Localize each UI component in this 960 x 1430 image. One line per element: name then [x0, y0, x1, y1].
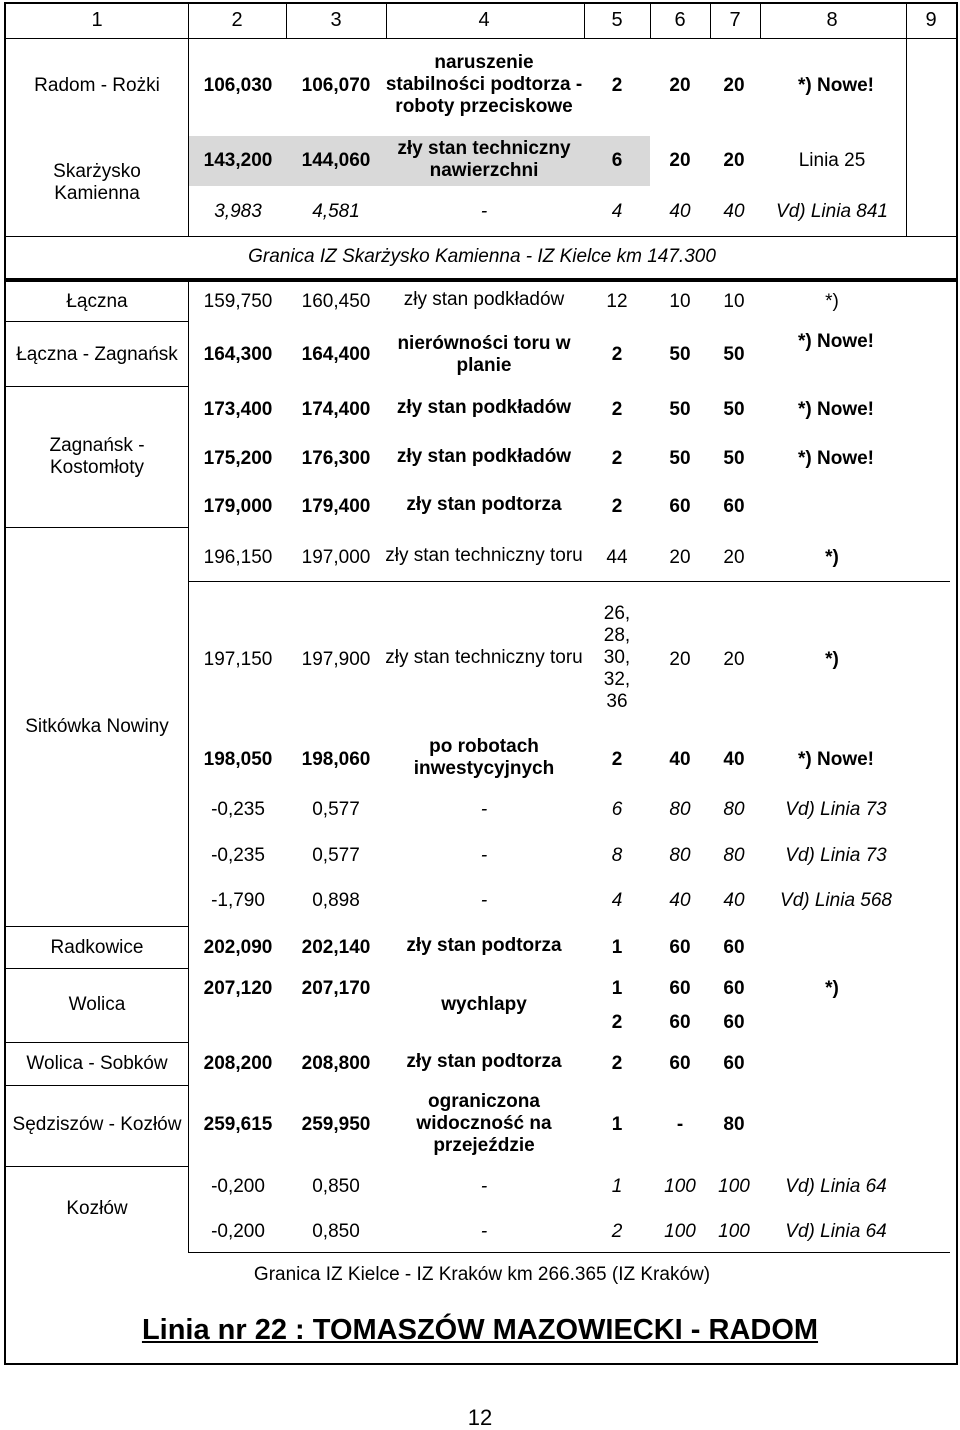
column-number-9: 9: [925, 9, 937, 31]
column-number-2: 2: [231, 9, 243, 31]
permitted-speed: 50: [723, 399, 745, 420]
permitted-speed: 20: [723, 150, 745, 171]
remarks: *) Nowe!: [798, 749, 874, 770]
restriction-reason: -: [480, 1221, 488, 1242]
track-number: 2: [611, 448, 623, 469]
km-to: 164,400: [301, 344, 371, 365]
column-divider: [906, 38, 907, 236]
station-name: Radom - Rożki: [34, 75, 160, 96]
station-name: Łączna - Zagnańsk: [16, 344, 178, 365]
speed-limit: 80: [669, 799, 691, 820]
km-to: 202,140: [301, 937, 371, 958]
row-divider: [6, 38, 958, 39]
permitted-speed: 60: [723, 937, 745, 958]
column-number-1: 1: [91, 9, 103, 31]
permitted-speed: 40: [723, 749, 745, 770]
km-to: 106,070: [301, 75, 371, 96]
speed-limit: 60: [669, 1012, 691, 1033]
permitted-speed: 50: [723, 448, 745, 469]
page-number: 12: [467, 1405, 493, 1430]
row-divider: [6, 1166, 188, 1167]
column-divider: [710, 2, 711, 38]
track-number: 6: [611, 150, 623, 171]
restriction-reason: zły stan techniczny toru: [385, 545, 583, 566]
column-number-6: 6: [674, 9, 686, 31]
track-number: 1: [611, 1114, 623, 1135]
remarks: Vd) Linia 73: [785, 799, 887, 820]
km-to: 179,400: [301, 496, 371, 517]
km-to: 208,800: [301, 1053, 371, 1074]
speed-limit: 60: [669, 978, 691, 999]
speed-limit: 40: [669, 201, 691, 222]
remarks: Vd) Linia 64: [785, 1221, 887, 1242]
track-number: 2: [611, 1221, 623, 1242]
permitted-speed: 60: [723, 1012, 745, 1033]
restriction-reason: nierówności toru w planie: [397, 333, 571, 376]
restriction-reason: wychlapy: [441, 994, 527, 1015]
column-number-8: 8: [826, 9, 838, 31]
km-to: 4,581: [312, 201, 360, 222]
column-divider: [650, 2, 651, 38]
km-from: -0,200: [211, 1176, 265, 1197]
restriction-reason: zły stan techniczny toru: [385, 647, 583, 668]
column-number-7: 7: [729, 9, 741, 31]
speed-limit: 40: [669, 749, 691, 770]
row-divider: [6, 1085, 188, 1086]
track-number: 1: [611, 1176, 623, 1197]
row-divider: [188, 1252, 950, 1253]
station-name: Sitkówka Nowiny: [25, 716, 169, 737]
km-from: -0,235: [211, 799, 265, 820]
track-number: 12: [606, 291, 628, 312]
row-divider: [6, 236, 958, 237]
speed-limit: 60: [669, 496, 691, 517]
permitted-speed: 80: [723, 1114, 745, 1135]
track-number: 2: [611, 344, 623, 365]
column-number-4: 4: [478, 9, 490, 31]
km-to: 0,898: [312, 890, 360, 911]
km-to: 207,170: [301, 978, 371, 999]
restriction-reason: po robotach inwestycyjnych: [413, 736, 555, 779]
column-divider: [188, 321, 189, 1252]
column-divider: [188, 38, 189, 236]
speed-limit: 50: [669, 399, 691, 420]
km-from: 175,200: [203, 448, 273, 469]
km-from: 164,300: [203, 344, 273, 365]
speed-limit: 100: [664, 1176, 696, 1197]
track-number: 2: [611, 496, 623, 517]
restriction-reason: zły stan techniczny nawierzchni: [397, 138, 571, 181]
speed-limit: 50: [669, 344, 691, 365]
column-divider: [386, 2, 387, 38]
track-number: 2: [611, 399, 623, 420]
remarks: Vd) Linia 64: [785, 1176, 887, 1197]
restriction-reason: -: [480, 799, 488, 820]
permitted-speed: 50: [723, 344, 745, 365]
track-number: 4: [611, 201, 623, 222]
remarks: *): [825, 547, 839, 568]
restriction-reason: -: [480, 1176, 488, 1197]
remarks: *) Nowe!: [798, 75, 874, 96]
restriction-reason: zły stan podkładów: [396, 397, 572, 418]
track-number: 2: [611, 1012, 623, 1033]
restriction-reason: zły stan podkładów: [403, 289, 565, 310]
speed-limit: 80: [669, 845, 691, 866]
km-from: -1,790: [211, 890, 265, 911]
restriction-reason: -: [480, 201, 488, 222]
remarks: *) Nowe!: [798, 399, 874, 420]
row-divider: [6, 321, 188, 322]
permitted-speed: 60: [723, 978, 745, 999]
speed-limit: 10: [669, 291, 691, 312]
restriction-reason: naruszenie stabilności podtorza - roboty przeciskowe: [385, 52, 583, 117]
track-number: 26, 28, 30, 32, 36: [603, 603, 631, 712]
station-name: Wolica: [68, 994, 126, 1015]
km-to: 198,060: [301, 749, 371, 770]
permitted-speed: 40: [723, 201, 745, 222]
remarks: Vd) Linia 568: [780, 890, 892, 911]
remarks: *): [825, 978, 839, 999]
km-to: 0,577: [312, 799, 360, 820]
track-number: 44: [606, 547, 628, 568]
remarks: Vd) Linia 73: [785, 845, 887, 866]
restriction-reason: -: [480, 890, 488, 911]
permitted-speed: 100: [718, 1221, 750, 1242]
column-divider: [188, 282, 189, 321]
remarks: *): [825, 291, 839, 312]
km-to: 0,850: [312, 1221, 360, 1242]
km-from: 179,000: [203, 496, 273, 517]
speed-limit: 60: [669, 1053, 691, 1074]
row-divider: [6, 527, 188, 528]
km-from: -0,200: [211, 1221, 265, 1242]
station-name: Łączna: [66, 291, 128, 312]
km-from: 202,090: [203, 937, 273, 958]
km-to: 0,850: [312, 1176, 360, 1197]
remarks: *): [825, 649, 839, 670]
restriction-reason: ograniczona widoczność na przejeździe: [416, 1091, 552, 1156]
track-number: 2: [611, 75, 623, 96]
track-number: 8: [611, 845, 623, 866]
area-border-note: Granica IZ Kielce - IZ Kraków km 266.365 (IZ Kraków): [253, 1264, 711, 1285]
km-to: 160,450: [301, 291, 371, 312]
speed-limit: 100: [664, 1221, 696, 1242]
station-name: Zagnańsk - Kostomłoty: [49, 435, 145, 478]
km-from: 3,983: [214, 201, 262, 222]
km-from: 259,615: [203, 1114, 273, 1135]
restriction-reason: zły stan podkładów: [396, 446, 572, 467]
restriction-reason: -: [480, 845, 488, 866]
permitted-speed: 80: [723, 845, 745, 866]
permitted-speed: 60: [723, 1053, 745, 1074]
km-from: 197,150: [203, 649, 273, 670]
permitted-speed: 10: [723, 291, 745, 312]
track-number: 2: [611, 749, 623, 770]
track-number: 4: [611, 890, 623, 911]
km-from: 198,050: [203, 749, 273, 770]
column-divider: [906, 2, 907, 38]
column-number-3: 3: [330, 9, 342, 31]
station-name: Skarżysko Kamienna: [53, 161, 141, 204]
track-number: 1: [611, 978, 623, 999]
station-name: Sędziszów - Kozłów: [12, 1114, 182, 1135]
station-name: Kozłów: [66, 1198, 128, 1219]
remarks: Vd) Linia 841: [776, 201, 888, 222]
km-to: 197,900: [301, 649, 371, 670]
track-number: 2: [611, 1053, 623, 1074]
km-to: 176,300: [301, 448, 371, 469]
km-from: 159,750: [203, 291, 273, 312]
km-from: 106,030: [203, 75, 273, 96]
station-name: Wolica - Sobków: [26, 1053, 168, 1074]
permitted-speed: 20: [723, 547, 745, 568]
remarks: *) Nowe!: [798, 448, 874, 469]
km-from: 207,120: [203, 978, 273, 999]
line-title: Linia nr 22 : TOMASZÓW MAZOWIECKI - RADOM: [141, 1314, 819, 1346]
row-divider: [6, 1042, 188, 1043]
row-divider: [188, 581, 950, 582]
speed-limit: 40: [669, 890, 691, 911]
km-to: 144,060: [301, 150, 371, 171]
km-to: 259,950: [301, 1114, 371, 1135]
column-divider: [286, 2, 287, 38]
km-to: 197,000: [301, 547, 371, 568]
speed-limit: 60: [669, 937, 691, 958]
permitted-speed: 40: [723, 890, 745, 911]
km-from: 208,200: [203, 1053, 273, 1074]
speed-limit: 20: [669, 150, 691, 171]
area-border-note: Granica IZ Skarżysko Kamienna - IZ Kielce km 147.300: [248, 246, 716, 267]
permitted-speed: 100: [718, 1176, 750, 1197]
column-number-5: 5: [611, 9, 623, 31]
speed-limit: 50: [669, 448, 691, 469]
track-number: 1: [611, 937, 623, 958]
row-divider: [6, 968, 188, 969]
speed-limit: -: [676, 1114, 684, 1135]
speed-limit: 20: [669, 547, 691, 568]
km-to: 174,400: [301, 399, 371, 420]
restriction-reason: zły stan podtorza: [406, 935, 562, 956]
km-to: 0,577: [312, 845, 360, 866]
permitted-speed: 20: [723, 75, 745, 96]
km-from: 196,150: [203, 547, 273, 568]
row-divider: [6, 386, 188, 387]
restriction-reason: zły stan podtorza: [406, 494, 562, 515]
remarks: *) Nowe!: [798, 331, 874, 352]
column-divider: [584, 2, 585, 38]
speed-limit: 20: [669, 649, 691, 670]
permitted-speed: 60: [723, 496, 745, 517]
column-divider: [760, 2, 761, 38]
restriction-reason: zły stan podtorza: [406, 1051, 562, 1072]
station-name: Radkowice: [50, 937, 144, 958]
permitted-speed: 20: [723, 649, 745, 670]
row-divider: [6, 926, 188, 927]
km-from: -0,235: [211, 845, 265, 866]
km-from: 173,400: [203, 399, 273, 420]
remarks: Linia 25: [798, 150, 866, 171]
km-from: 143,200: [203, 150, 273, 171]
column-divider: [188, 2, 189, 38]
track-number: 6: [611, 799, 623, 820]
speed-limit: 20: [669, 75, 691, 96]
permitted-speed: 80: [723, 799, 745, 820]
